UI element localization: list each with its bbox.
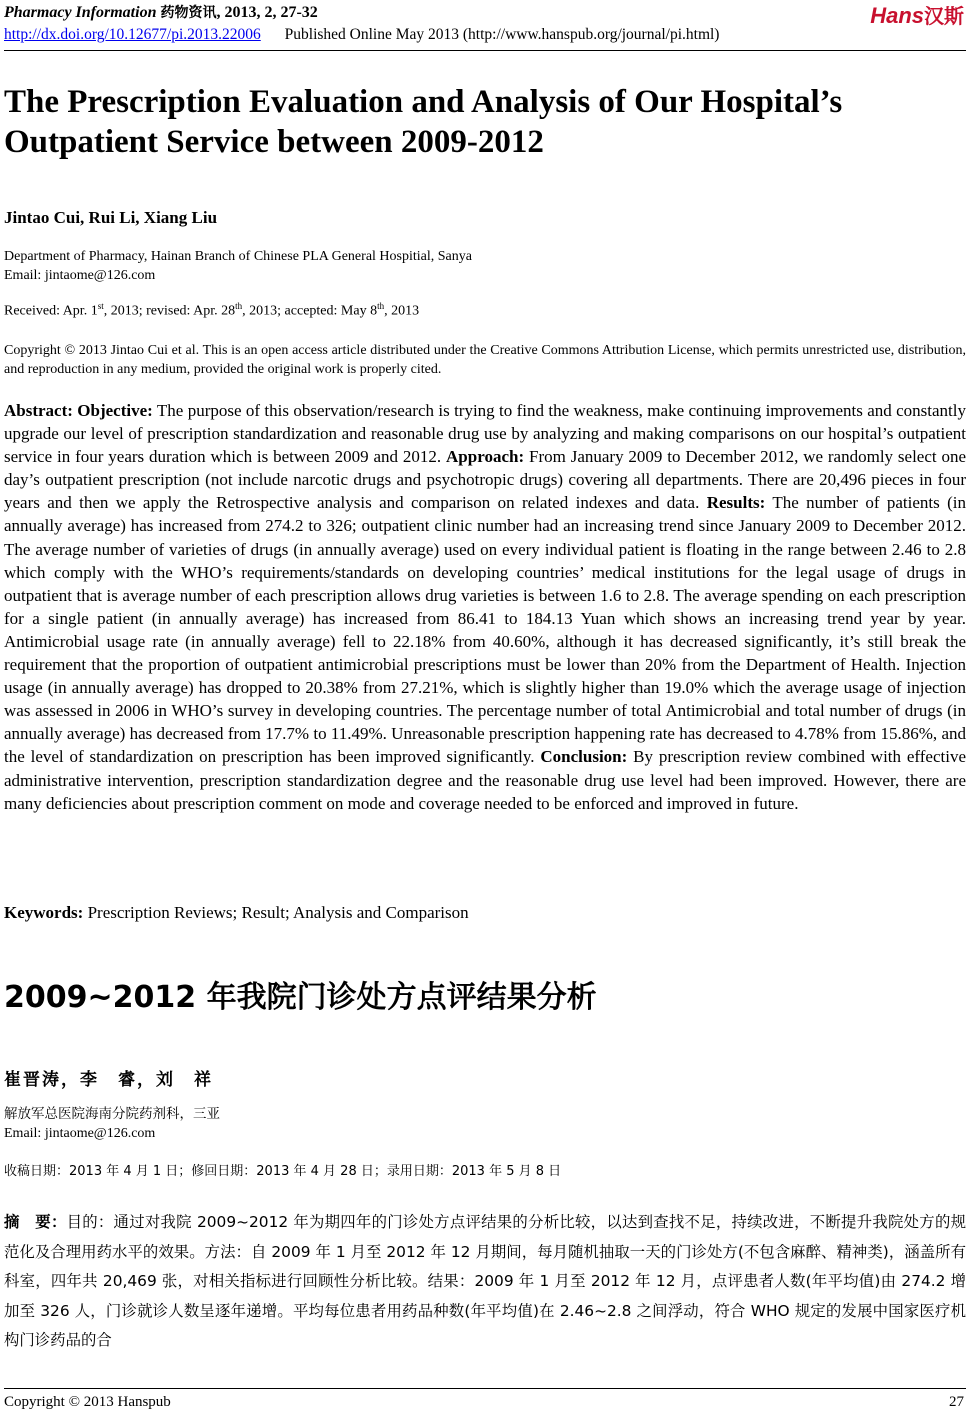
abstract-cn [4, 1208, 966, 1356]
objective-text: The purpose of this observation/research is trying to find the weakness, make continuing improvements and constantly upgrade our level of prescription standardization and reasonable drug use by analyzing and making comparisons on our hospital’s outpatient service in four years duration which is between 2009 and 2012. [4, 401, 966, 467]
header-rule [4, 50, 966, 51]
published-online: Published Online May 2013 (http://www.hanspub.org/journal/pi.html) [284, 26, 720, 43]
ordinal-suffix: th [235, 301, 243, 311]
keywords-label: Keywords: [4, 903, 84, 922]
abstract-text-cn: 目的：通过对我院 2009~2012 年为期四年的门诊处方点评结果的分析比较，以达到查找不足，持续改进，不断提升我院处方的规范化及合理用药水平的效果。方法：自 2009 年 1 月至 2012 年 12 月期间，每月随机抽取一天的门诊处方(不包含麻醉、精神类)，涵盖所有科室，四年共 20,469 张，对相关指标进行回顾性分析比较。结果：2009 年 1 月至 2012 年 12 月，点评患者人数(年平均值)由 274.2 增加至 326 人，门诊就诊人数呈逐年递增。平均每位患者用药品种数(年平均值)在 2.46~2.8 之间浮动，符合 WHO 规定的发展中国家医疗机构门诊药品的合 [4, 1213, 966, 1350]
keywords-text: Prescription Reviews; Result; Analysis and Comparison [87, 903, 469, 922]
keywords [4, 903, 469, 923]
footer-copyright: Copyright © 2013 Hanspub [4, 1394, 171, 1410]
authors: Jintao Cui, Rui Li, Xiang Liu [4, 208, 218, 227]
abstract-label-cn: 摘 要： [4, 1213, 67, 1231]
publisher-logo [870, 0, 964, 29]
approach-label: Approach: [446, 447, 525, 467]
footer-rule [4, 1388, 966, 1389]
journal-header [4, 2, 318, 22]
affiliation-cn: 解放军总医院海南分院药剂科，三亚 [4, 1106, 220, 1122]
accepted-year: , 2013 [384, 303, 420, 319]
email: Email: jintaome@126.com [4, 268, 156, 283]
approach-text: From January 2009 to December 2012, we randomly select one day’s outpatient prescription (not include narcotic drugs and psychotropic drugs) covering all departments. There are 20,496 pieces in four years and then we apply the Retrospective analysis and comparison on related indexes and data. [4, 447, 967, 513]
publisher-logo-cn: 汉斯 [924, 4, 964, 28]
doi-link[interactable]: http://dx.doi.org/10.12677/pi.2013.22006 [4, 26, 261, 43]
conclusion-text: By prescription review combined with effective administrative intervention, prescription standardization degree and the reasonable drug use level had been improved. However, there are many deficiencies about prescription comment on mode and coverage needed to be enforced and improved in future. [4, 747, 967, 813]
authors-cn: 崔晋涛，李 睿，刘 祥 [4, 1070, 213, 1090]
results-label: Results: [706, 493, 766, 513]
dates-cn: 收稿日期：2013 年 4 月 1 日；修回日期：2013 年 4 月 28 日；录用日期：2013 年 5 月 8 日 [4, 1164, 562, 1179]
conclusion-label: Conclusion: [540, 747, 628, 767]
journal-citation: , 2013, 2, 27-32 [216, 4, 318, 21]
abstract-label: Abstract: [4, 401, 73, 420]
header-line-2 [4, 26, 719, 44]
article-title-cn: 2009~2012 年我院门诊处方点评结果分析 [4, 980, 597, 1015]
copyright-notice: Copyright © 2013 Jintao Cui et al. This is an open access article distributed under the Creative Commons Attribution License, which permits unrestricted use, distribution, and reproduction in any medium, provided the original work is properly cited. [4, 343, 966, 377]
abstract [4, 399, 966, 815]
ordinal-suffix: st [97, 301, 104, 311]
article-title: The Prescription Evaluation and Analysis of Our Hospital’s Outpatient Service between 2009-2012 [4, 84, 843, 160]
journal-name-cn: 药物资讯 [160, 5, 217, 21]
affiliation-block [4, 247, 472, 285]
affiliation-block-cn [4, 1104, 220, 1144]
email-cn: Email: jintaome@126.com [4, 1126, 156, 1141]
received-date-part: Received: Apr. 1 [4, 303, 98, 319]
received-dates [4, 301, 419, 320]
accepted-date-part: , 2013; accepted: May 8 [242, 303, 378, 319]
revised-date-part: , 2013; revised: Apr. 28 [103, 303, 236, 319]
journal-name: Pharmacy Information [4, 4, 157, 21]
objective-label: Objective: [77, 401, 153, 420]
publisher-logo-latin: Hans [870, 3, 924, 28]
affiliation: Department of Pharmacy, Hainan Branch of Chinese PLA General Hospitial, Sanya [4, 249, 472, 264]
ordinal-suffix: th [377, 301, 385, 311]
page-number: 27 [949, 1394, 964, 1410]
results-text: The number of patients (in annually average) has increased from 274.2 to 326; outpatient clinic number had an increasing trend since January 2009 to December 2012. The average number of varieties of drugs (in annually average) used on every individual patient is floating in the range between 2.46 to 2.8 which comply with the WHO’s requirements/standards on developing countries’ medical institutions for the legal usage of drugs in outpatient that is average number of each prescription allows drug varieties is between 1.6 to 2.8. The average spending on each prescription for a single patient (in annually average) has increased from 86.41 to 184.13 Yuan which shows an increasing trend year by year. Antimicrobial usage rate (in annually average) fell to 22.18% from 40.60%, although it has decreased significantly, it’s still break the requirement that the proportion of outpatient antimicrobial prescriptions must be lower than 20% from the Department of Health. Injection usage (in annually average) has dropped to 20.38% from 27.21%, which is slightly higher than 19.0% which the average usage of injection was assessed in 2006 in WHO’s survey in developing countries. The percentage number of total Antimicrobial and total number of drugs (in annually average) has decreased from 17.7% to 11.49%. Unreasonable prescription happening rate has decreased to 4.78% from 15.86%, and the level of standardization on prescription has been improved significantly. [4, 493, 966, 767]
